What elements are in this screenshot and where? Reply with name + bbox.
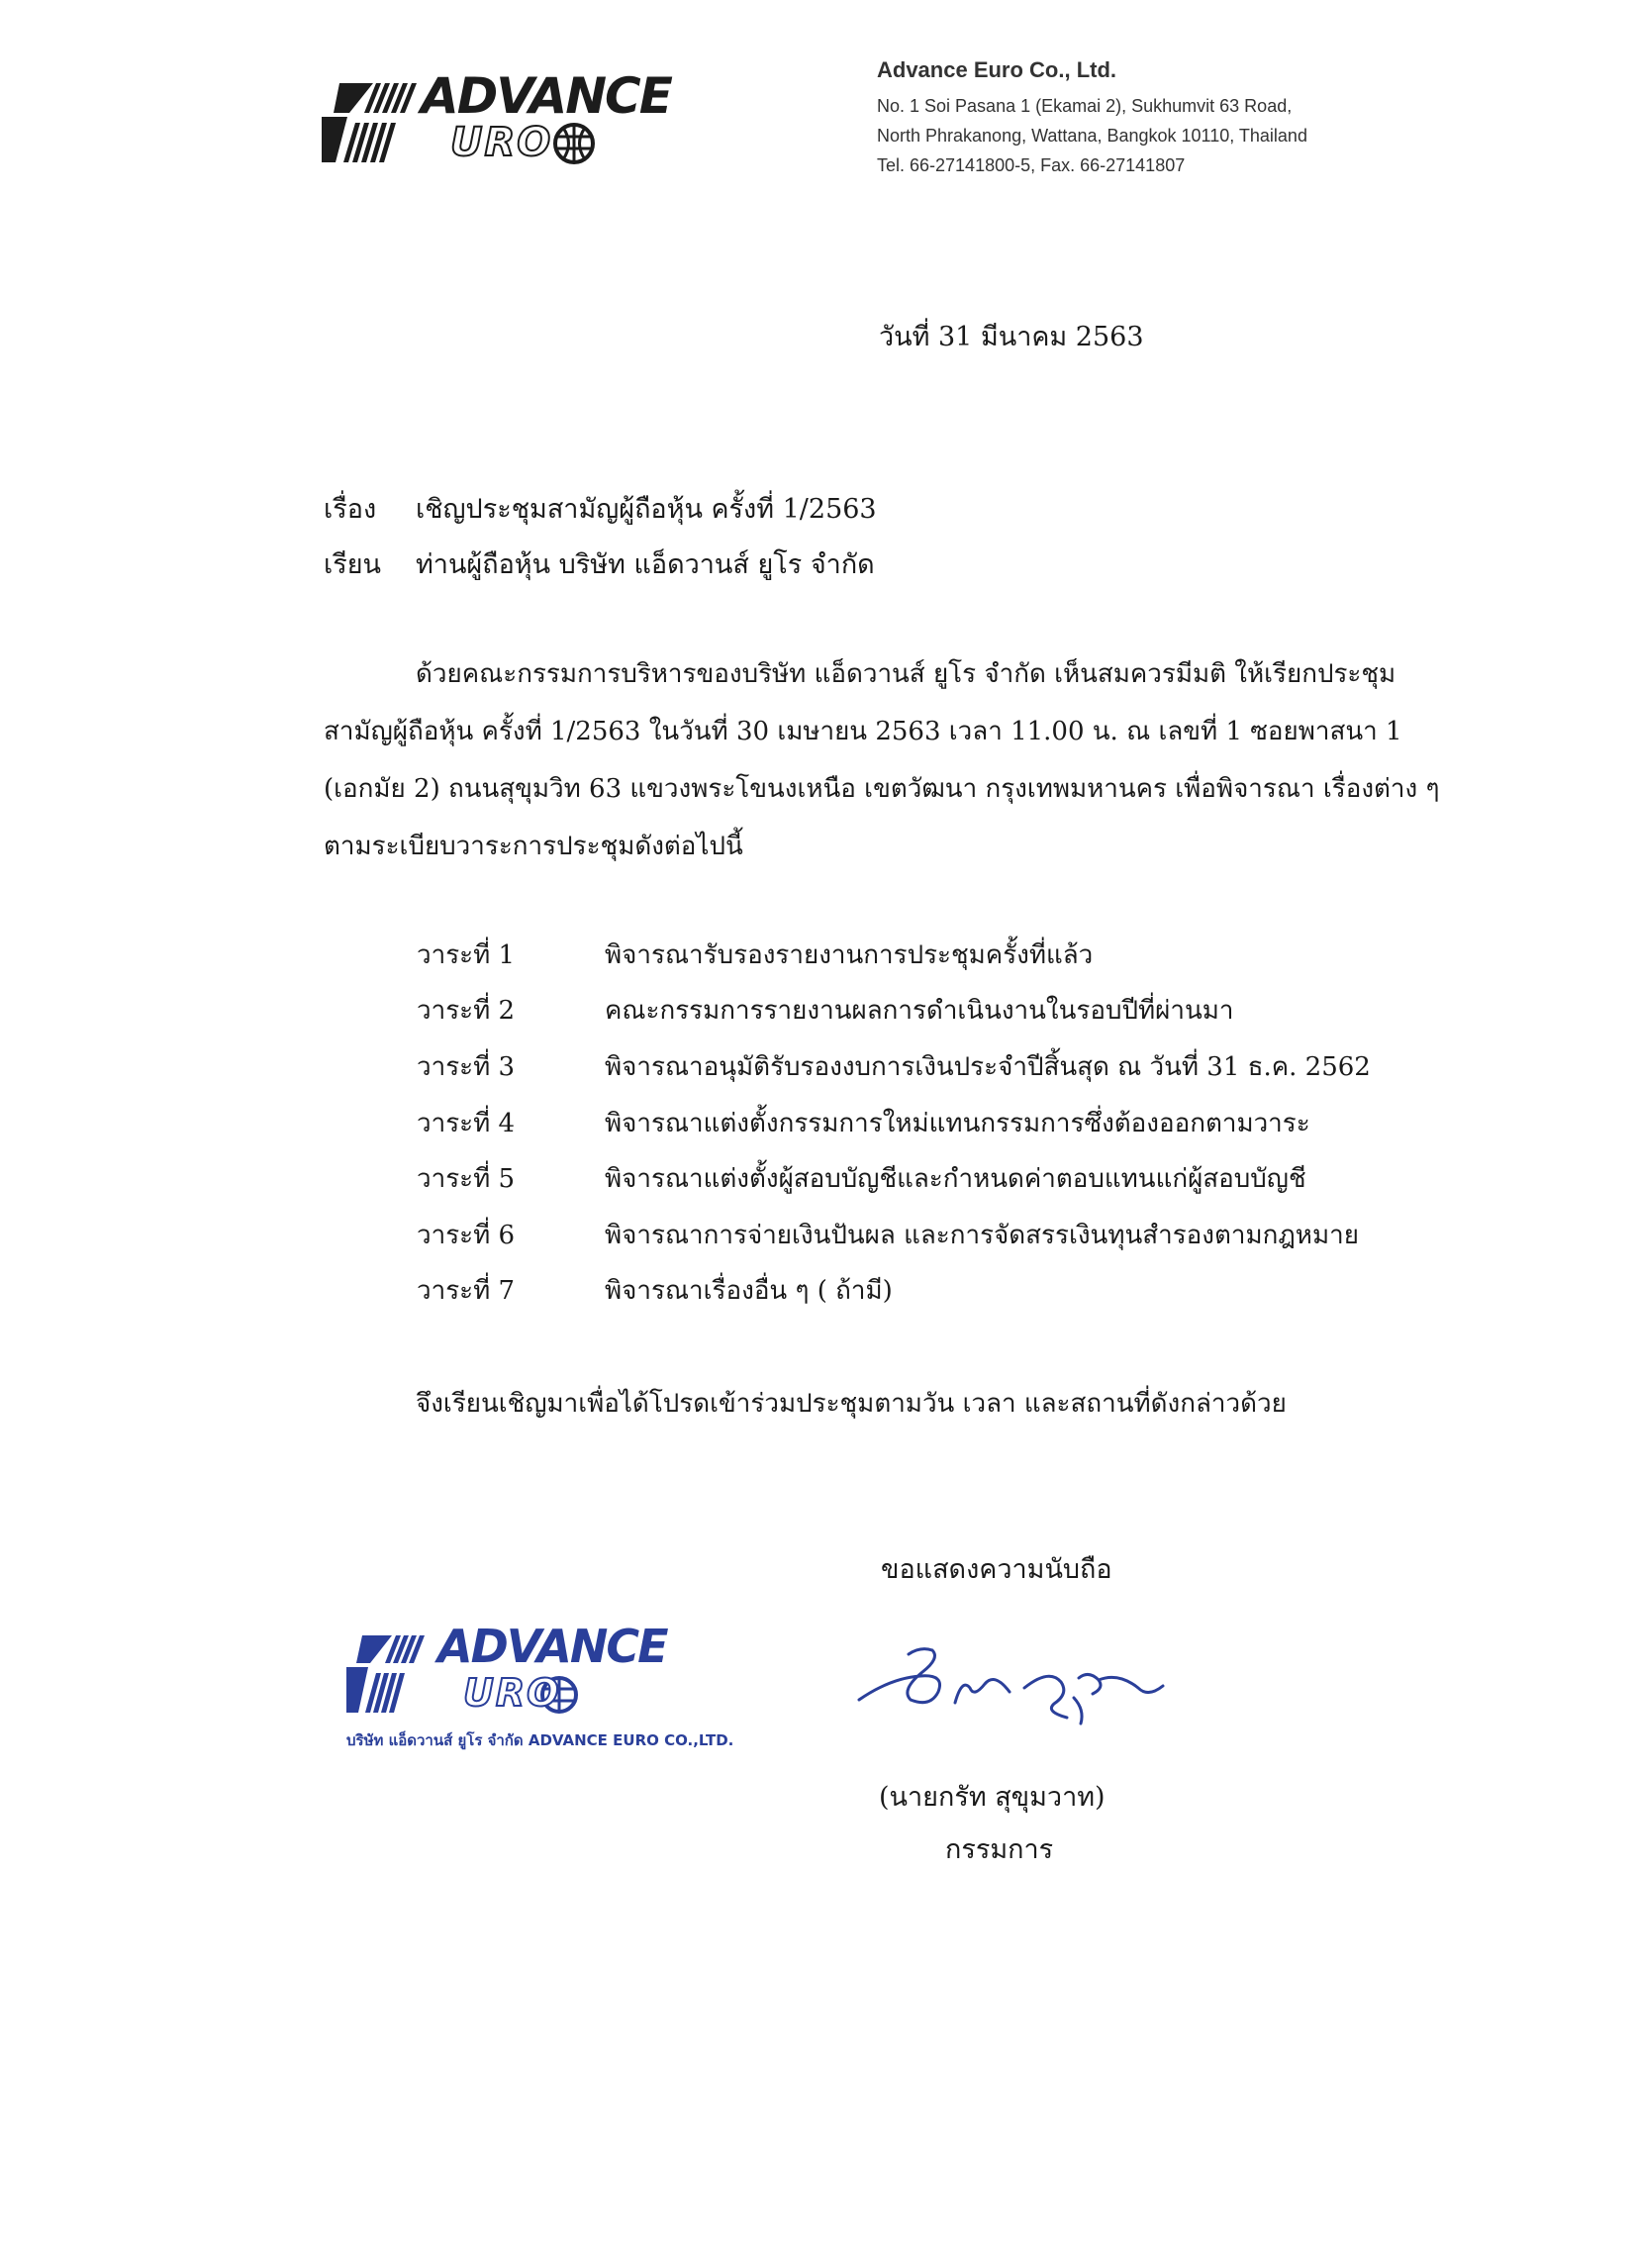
company-address-line1: No. 1 Soi Pasana 1 (Ekamai 2), Sukhumvit 63 Road, [877,96,1293,116]
agenda-number: วาระที่ 7 [417,1276,516,1306]
stamp-word-advance: ADVANCE [437,1620,667,1673]
signature-icon [851,1628,1178,1737]
agenda-item [417,1046,1406,1086]
agenda-number: วาระที่ 1 [417,940,516,970]
agenda-item [417,1103,1406,1142]
company-address-line2: North Phrakanong, Wattana, Bangkok 10110, Thailand [877,126,1307,146]
agenda-text: พิจารณารับรองรายงานการประชุมครั้งที่แล้ว [605,940,1094,970]
agenda-number: วาระที่ 3 [417,1052,516,1082]
agenda-text: พิจารณาแต่งตั้งผู้สอบบัญชีและกำหนดค่าตอบแทนแก่ผู้สอบบัญชี [605,1164,1306,1194]
agenda-text: พิจารณาการจ่ายเงินปันผล และการจัดสรรเงินทุนสำรองตามกฎหมาย [605,1221,1359,1250]
agenda-text: พิจารณาเรื่องอื่น ๆ ( ถ้ามี) [605,1276,893,1306]
agenda-number: วาระที่ 5 [417,1164,516,1194]
letter-date: วันที่ 31 มีนาคม 2563 [879,322,1144,352]
stamp-word-uro: URO [463,1671,561,1715]
agenda-item [417,935,1406,974]
signature [851,1628,1178,1737]
recipient-text: ท่านผู้ถือหุ้น บริษัท แอ็ดวานส์ ยูโร จำกัด [416,549,875,580]
recipient-label: เรียน [324,549,382,580]
body-line-3: (เอกมัย 2) ถนนสุขุมวิท 63 แขวงพระโขนงเหนือ เขตวัฒนา กรุงเทพมหานคร เพื่อพิจารณา เรื่องต่าง ๆ [324,774,1440,804]
salutation: ขอแสดงความนับถือ [881,1554,1112,1585]
logo-word-uro: URO [450,120,553,165]
body-line-1: ด้วยคณะกรรมการบริหารของบริษัท แอ็ดวานส์ ยูโร จำกัด เห็นสมควรมีมติ ให้เรียกประชุม [416,659,1396,689]
company-info [877,57,1589,180]
body-line-4: ตามระเบียบวาระการประชุมดังต่อไปนี้ [324,832,743,861]
agenda-text: พิจารณาอนุมัติรับรองงบการเงินประจำปีสิ้นสุด ณ วันที่ 31 ธ.ค. 2562 [605,1052,1371,1082]
agenda-item [417,1158,1406,1198]
body-line-2: สามัญผู้ถือหุ้น ครั้งที่ 1/2563 ในวันที่ 30 เมษายน 2563 เวลา 11.00 น. ณ เลขที่ 1 ซอยพาสนา 1 [324,717,1402,746]
signer-title: กรรมการ [945,1834,1054,1865]
company-contact: Tel. 66-27141800-5, Fax. 66-27141807 [877,155,1186,175]
subject-text: เชิญประชุมสามัญผู้ถือหุ้น ครั้งที่ 1/2563 [416,494,877,525]
agenda-item [417,1215,1406,1254]
agenda-number: วาระที่ 6 [417,1221,516,1250]
agenda-item [417,990,1406,1030]
agenda-text: คณะกรรมการรายงานผลการดำเนินงานในรอบปีที่ผ่านมา [605,996,1234,1026]
signer-name: (นายกรัท สุขุมวาท) [879,1782,1106,1813]
agenda-number: วาระที่ 2 [417,996,516,1026]
agenda-text: พิจารณาแต่งตั้งกรรมการใหม่แทนกรรมการซึ่งต้องออกตามวาระ [605,1109,1310,1138]
subject-label: เรื่อง [324,494,377,525]
company-stamp [346,1614,782,1762]
stamp-caption: บริษัท แอ็ดวานส์ ยูโร จำกัด ADVANCE EURO CO.,LTD. [346,1731,734,1749]
company-logo [322,65,797,169]
closing-invitation: จึงเรียนเชิญมาเพื่อได้โปรดเข้าร่วมประชุมตามวัน เวลา และสถานที่ดังกล่าวด้วย [416,1389,1287,1419]
company-name: Advance Euro Co., Ltd. [877,57,1117,82]
logo-word-advance: ADVANCE [421,67,671,125]
agenda-number: วาระที่ 4 [417,1109,516,1138]
agenda-item [417,1270,1406,1310]
